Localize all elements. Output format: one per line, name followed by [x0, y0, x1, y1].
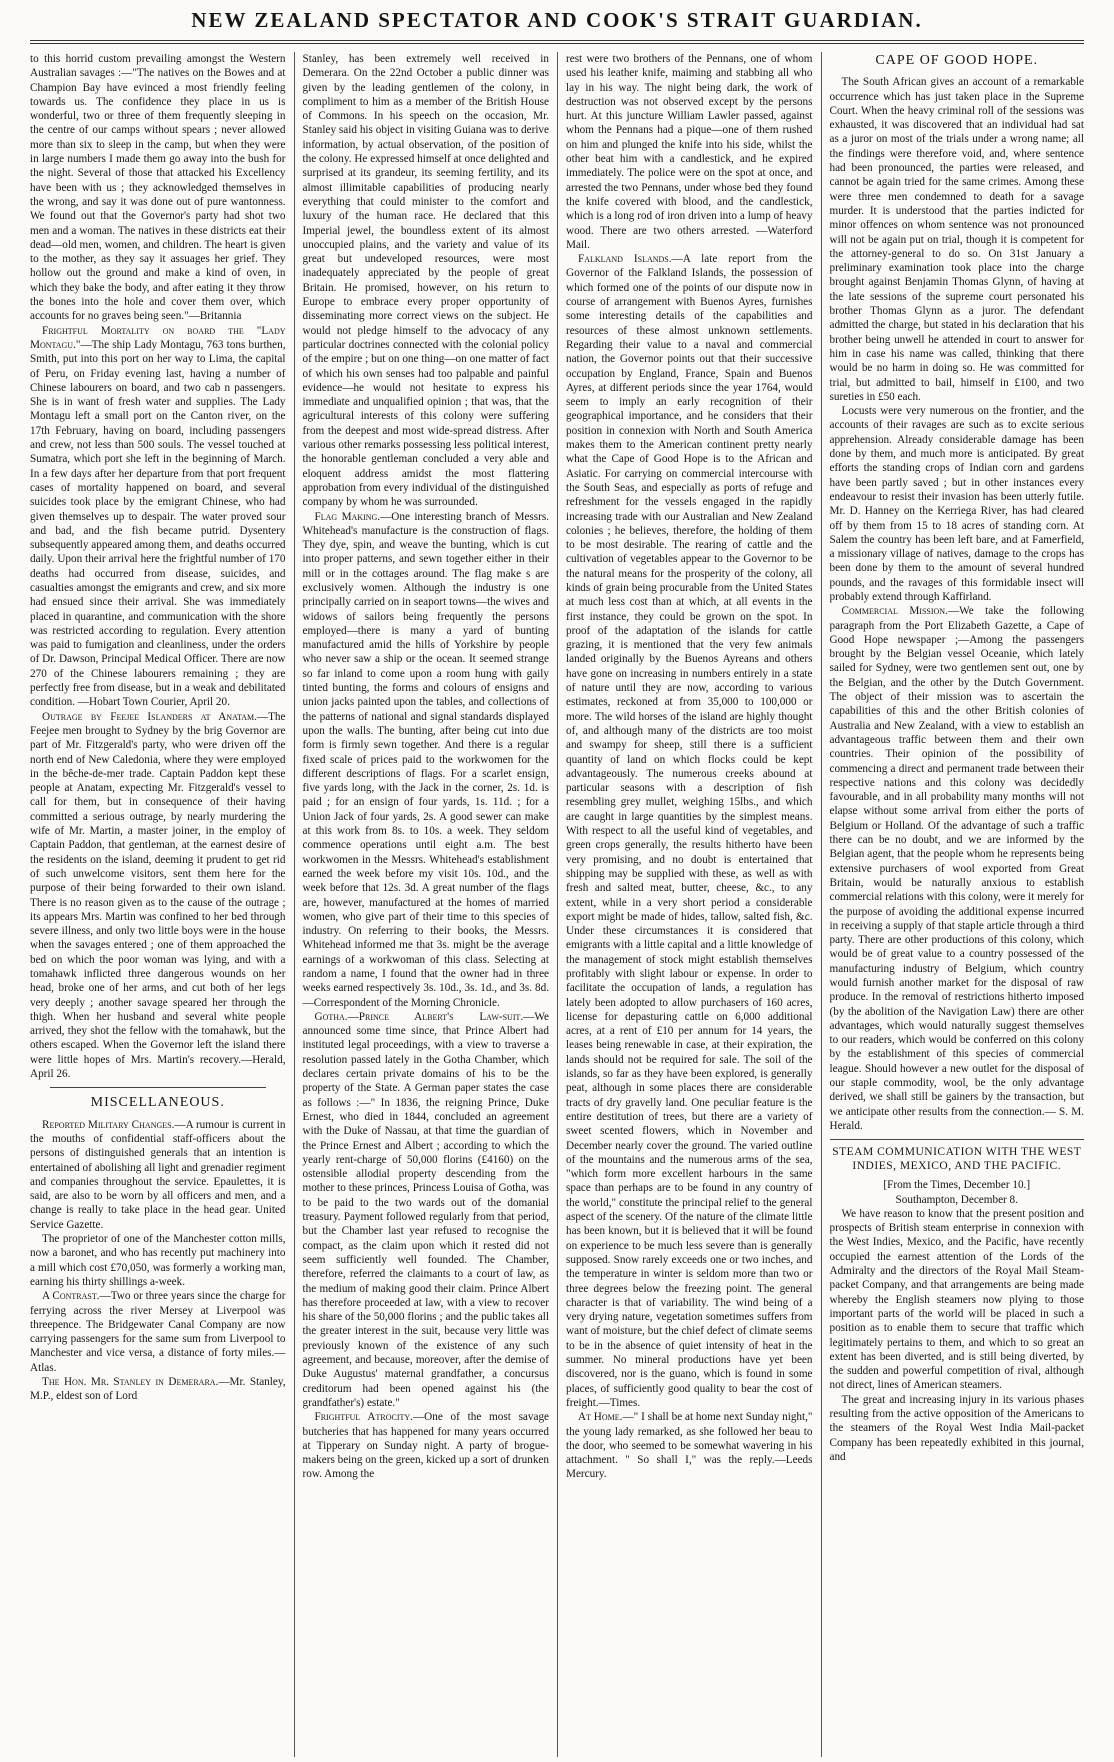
- article-western-australian-natives: to this horrid custom prevailing amongst the Western Australian savages :—"The natives on the Bowes and at Champion Bay have evinced a most friendly feeling towards us. The confidence they place in us is wonderful, two or three of them frequently sleeping in the centre of our camps without spears ; never allowed more than six to sleep in the camp, but when they were in large numbers I made them go away into the bush for the night. Several of those that attacked his Excellency have been with us ; they acknowledged themselves in the wrong, and say it was done out of pure wantonness. We found out that the Governor's party had shot two men and a woman. The natives in these districts eat their dead—old men, women, and children. The heart is given to the mother, as they say it assuages her grief. They hollow out the ground and make a kind of oven, in which they bake the body, and after eating it they throw the bones into the hole and cover them over, which accounts for no graves being seen."—Britannia: [30, 53, 286, 323]
- column-2: [294, 52, 558, 1757]
- article-at-home: At Home.—" I shall be at home next Sunday night," the young lady remarked, as she followed her beau to the door, who seemed to be somewhat wavering in his attachment. " So shall I," was the reply.—Leeds Mercury.: [566, 1411, 813, 1481]
- section-divider: [830, 1139, 1085, 1140]
- article-commercial-mission: Commercial Mission.—We take the following paragraph from the Port Elizabeth Gazette, a Cape of Good Hope newspaper ;—Among the passengers brought by the Belgian vessel Oceanie, which lately sailed for Sydney, were two gentlemen sent out, one by the Belgian, and the other by the Dutch Government. The object of their mission was to ascertain the capabilities of this and the other British colonies of Australia and New Zealand, with a view to establish an advantageous traffic between them and their own countries. Their opinion of the possibility of commencing a direct and permanent trade between their respective nations and this colony was decidedly favourable, and in all probability many months will not elapse without some arrival from either the ports of Belgium or Holland. Of the advantage of such a traffic there can be no doubt, and we are informed by the Belgian agent, that the people whom he represents being extensive purchasers of wool exported from Great Britain, would be naturally anxious to establish commercial relations with this colony, were it merely for the purpose of avoiding the additional expense incurred in receiving a supply of that staple article through a third party. There are other productions of this colony, which would be of great value to a country possessed of the manufacturing industry of Belgium, which country would furnish another market for the disposal of raw produce. In the removal of restrictions hitherto imposed (by the abolition of the Navigation Law) there are other advantages, which would naturally suggest themselves to our readers, which would be conferred on this colony by the establishment of this species of commercial league. Should however a new outlet for the disposal of our staple commodity, wool, be the only advantage derived, we shall still be gainers by the transaction, but we anticipate other results from the connection.— S. M. Herald.: [829, 605, 1084, 1132]
- article-dateline: Southampton, December 8.: [895, 1193, 1018, 1206]
- article-heading: Frightful Mortality on board the "Lady Montagu.": [30, 324, 286, 351]
- masthead-rule: [30, 40, 1084, 44]
- article-heading: Falkland Islands.: [578, 253, 672, 266]
- article-heading: Commercial Mission.: [841, 605, 948, 618]
- article-heading: Flag Making.: [314, 510, 381, 523]
- article-frightful-atrocity: Frightful Atrocity.—One of the most savage butcheries that has happened for many years occurred at Tipperary on Sunday night. A party of brogue-makers being on the green, kicked up a sort of drunken row. Among the: [302, 1411, 550, 1481]
- column-4: [821, 52, 1085, 1757]
- article-heading: Outrage by Feejee Islanders at Anatam.: [42, 710, 257, 723]
- article-stanley-demerara: The Hon. Mr. Stanley in Demerara.—Mr. Stanley, M.P., eldest son of Lord: [30, 1376, 286, 1403]
- section-heading-cape-of-good-hope: CAPE OF GOOD HOPE.: [875, 53, 1039, 68]
- article-supreme-court-juror: The South African gives an account of a remarkable occurrence which has just taken place in the Supreme Court. When the heavy criminal roll of the sessions was exhausted, it was discovered that an individual had sat as a juror on most of the trials under a wrong name; all the findings were therefore void, and, where sentence had been pronounced, the parties were released, and cannot be again tried for the same crimes. Among these were three men condemned to death for a savage murder. It is understood that the parties indicted for minor offences on whom sentence was not pronounced will not be again put on trial, though it is competent for the attorney-general to do so. On 31st January a preliminary examination took place into the charge brought against Benjamin Thomas Glynn, of having at the late sessions of the supreme court personated his brother Thomas Glynn as a juror. The defendant admitted the charge, but stated in his declaration that his brother being unwell he attended in court to answer for him in case his name was called, thinking that there would be no harm in doing so. He was committed for trial, but admitted to bail, himself in £100, and two sureties in £50 each.: [829, 76, 1084, 403]
- article-prince-albert-lawsuit: Gotha.—Prince Albert's Law-suit.—We announced some time since, that Prince Albert had instituted legal proceedings, with a view to traverse a resolution passed lately in the Gotha Chamber, which declares certain private domains of his to be the property of the State. A German paper states the case as follows :—" In 1836, the reigning Prince, Duke Ernest, who died in 1844, concluded an agreement with the Duke of Nassau, at that time the guardian of the Prince Ernest and Albert ; according to which the yearly rent-charge of 50,000 florins (£4160) on the ostensible allodial property descending from the mother to these princes, Princess Louisa of Gotha, was to be paid to the two wards out of the domanial treasury. Payment followed regularly from that period, but the Chamber last year refused to recognise the compact, as the claim upon which it rested did not seem sufficiently well founded. The Chamber, therefore, referred the claimants to a court of law, as the medium of making good their claim. Prince Albert has therefore proceeded at law, with a view to recover his share of the 50,000 florins ; and the public takes all the greater interest in the suit, because very little was previously known of the existence of any such agreement, and because, moreover, after the demise of Duke Augustus' maternal grandfather, a concursus creditorum had been opened against his (the grandfather's) estate.": [302, 1010, 549, 1409]
- article-frightful-atrocity-cont: rest were two brothers of the Pennans, one of whom used his leather knife, maiming and stabbing all who lay in his way. The night being dark, the work of destruction was not observed except by the persons hurt. At this juncture William Lawler passed, against whom the Pennans had a pique—one of them rushed on him and plunged the knife into his side, whilst the other beat him with a candlestick, and he expired immediately. The police were on the spot at once, and arrested the two Pennans, under whose bed they found the knife covered with blood, and the candlestick, which is a long rod of iron driven into a lump of heavy wood. There are two others arrested. —Waterford Mail.: [566, 53, 813, 251]
- article-heading: The Hon. Mr. Stanley in Demerara.: [42, 1376, 219, 1389]
- article-manchester-mill: The proprietor of one of the Manchester cotton mills, now a baronet, and who has recently put machinery into a mill which cost £70,050, was formerly a working man, earning his thirty shillings a-week.: [30, 1233, 286, 1288]
- article-flag-making: Flag Making.—One interesting branch of Messrs. Whitehead's manufacture is the construction of flags. They dye, spin, and weave the bunting, which is cut into proper patterns, and sewn together either in their mill or in the cottages around. The flag make s are exclusively women. Although the industry is one principally carried on in seaport towns—the wives and widows of sailors being frequently the persons employed—there is many a yard of bunting manufactured amid the hills of Yorkshire by people who never saw a ship or the ocean. It seemed strange so far inland to come upon a room hung with gaily tinted bunting, the forms and colours of ensigns and union jacks painted upon the tables, and collections of the patterns of national and signal standards displayed upon the walls. The bunting, after being cut into due form is firmly sewn together. And there is a regular fixed scale of prices paid to the workwomen for the different descriptions of flags. For a scarlet ensign, five yards long, with the Jack in the corner, 2s. 1d. is paid ; for an ensign of four yards, 1s. 11d. ; for a Union Jack of four yards, 2s. A good sewer can make at this work from 8s. to 10s. a week. They seldom commence operations until eight a.m. The best workwomen in the Messrs. Whitehead's establishment earned the week before my visit 10s. 10d., and the week before that 12s. 3d. A great number of the flags are, however, manufactured at the homes of married women, who give part of their time to this species of industry. On referring to their books, the Messrs. Whitehead informed me that 3s. might be the average earnings of a workwoman of this class. Selecting at random a name, I found that the owner had in three weeks earned respectively 3s. 10d., 3s. 1d., and 3s. 8d.—Correspondent of the Morning Chronicle.: [302, 510, 549, 1009]
- article-source-line: [From the Times, December 10.]: [883, 1179, 1031, 1192]
- article-lady-montagu: Frightful Mortality on board the "Lady Montagu."—The ship Lady Montagu, 763 tons burthen, Smith, put into this port on her way to Lima, the capital of Peru, on Friday evening last, having a number of Chinese labourers on board, and two cab n passengers. She is in want of fresh water and supplies. The Lady Montagu left a small port on the Canton river, on the 17th February, having on board, including passengers and crew, not less than 500 souls. The vessel touched at Sumatra, which port she left in the beginning of March. In a few days after her departure from that port frequent cases of mortality happened on board, and several suicides took place by the emigrant Chinese, who had given themselves up to despair. The water proved sour and bad, and the fish became putrid. Dysentery subsequently appeared among them, and deaths occurred daily. Upon their arrival here the frightful number of 170 deaths had occurred from disease, suicides, and casualties amongst the emigrants and crew, and six more had ensued since their arrival. She was immediately placed in quarantine, and communication with the shore was restricted according to regulation. Every attention was paid to fumigation and cleanliness, under the orders of Dr. Dawson, Principal Medical Officer. There are now 270 of the Chinese labourers remaining ; they are perfectly free from disease, but in a weak and debilitated condition. —Hobart Town Courier, April 20.: [30, 324, 286, 709]
- article-a-contrast: A Contrast.—Two or three years since the charge for ferrying across the river Mersey at Liverpool was threepence. The Bridgewater Canal Company are now carrying passengers for the same sum from Liverpool to Manchester and vice versa, a distance of forty miles.—Atlas.: [30, 1290, 286, 1374]
- section-heading-miscellaneous: MISCELLANEOUS.: [90, 1095, 225, 1111]
- article-heading: Frightful Atrocity.: [314, 1411, 413, 1424]
- article-locusts: Locusts were very numerous on the frontier, and the accounts of their ravages are such as to excite serious apprehension. Already considerable damage has been done by them, and much more is anticipated. By great efforts the standing crops of Indian corn and gardens have been partly saved ; but in other instances every endeavour to resist their invasion has been utterly futile. Mr. D. Hanney on the Kerriega River, has had cleared off by them from 15 to 18 acres of standing corn. At Salem the country has been left bare, and at Famerfield, a missionary village of natives, damage to the crops has been done by them to the amount of several hundred pounds, and the ravages of this formidable insect will probably extend through Kaffirland.: [829, 405, 1084, 603]
- column-1: [30, 52, 294, 1757]
- page-columns: [30, 52, 1084, 1757]
- section-heading-steam-communication: STEAM COMMUNICATION WITH THE WEST INDIES, MEXICO, AND THE PACIFIC.: [832, 1146, 1082, 1172]
- article-heading: Reported Military Changes.: [42, 1118, 175, 1131]
- section-divider: [50, 1087, 266, 1088]
- article-heading: At Home.: [578, 1411, 623, 1424]
- article-military-changes: Reported Military Changes.—A rumour is current in the mouths of confidential staff-officers about the persons of distinguished generals that an intention is entertained of abolishing all light and grenadier regiment and companies throughout the service. Epaulettes, it is said, are also to be worn by all officers and men, and a change is really to take place in the head gear. United Service Gazette.: [30, 1118, 286, 1231]
- article-stanley-demerara-cont: Stanley, has been extremely well received in Demerara. On the 22nd October a public dinner was given by the leading gentlemen of the colony, in compliment to him as a member of the British House of Commons. In his speech on the occasion, Mr. Stanley said his object in visiting Guiana was to derive information, by actual observation, of the position of the colony. He expressed himself at once delighted and surprised at its grandeur, its seeming fertility, and its almost illimitable capabilities of producing nearly everything that could minister to the comfort and luxury of the human race. He declared that this Imperial jewel, the boundless extent of its almost unoccupied plains, and the variety and value of its great but undeveloped resources, were most inadequately appreciated by the people of great Britain. He promised, however, on his return to Europe to embrace every proper opportunity of disseminating more correct views on the subject. He would not pledge himself to the advocacy of any particular doctrines connected with the colonial policy of the empire ; but on one thing—on one matter of fact of which his own senses had too palpable and painful evidence—he would not hesitate to express his immediate and unqualified opinion ; that was, that the agricultural interests of this colony were suffering from the deepest and most wide-spread distress. After various other remarks possessing less political interest, the honorable gentleman concluded a very able and eloquent address amidst the most flattering approbation from every individual of the distinguished company by whom he was surrounded.: [302, 53, 549, 509]
- newspaper-title: NEW ZEALAND SPECTATOR AND COOK'S STRAIT GUARDIAN.: [191, 8, 923, 32]
- article-heading: A Contrast.: [42, 1290, 100, 1303]
- article-steam-communication-2: The great and increasing injury in its various phases resulting from the active opposition of the Americans to the steamers of the Royal West India Mail-packet Company has been repeatedly exhibited in this journal, and: [829, 1393, 1084, 1463]
- article-steam-communication: We have reason to know that the present position and prospects of British steam enterprise in connexion with the West Indies, Mexico, and the Pacific, have recently occupied the earnest attention of the Lords of the Admiralty and the directors of the Royal Mail Steam-packet Company, and that arrangements are being made whereby the English steamers now plying to those important parts of the world will be placed in such a position as to enable them to secure that traffic which legitimately pertains to them, and which to so great an extent has been diverted, and is still being diverted, by the sudden and powerful competition of rival, although not direct, lines of American steamers.: [829, 1207, 1084, 1392]
- article-feejee-outrage: Outrage by Feejee Islanders at Anatam.—The Feejee men brought to Sydney by the brig Governor are part of Mr. Fitzgerald's party, who were driven off the north end of New Caledonia, where they were employed in the bêche-de-mer trade. Captain Paddon kept these people at Anatam, expecting Mr. Fitzgerald's vessel to call for them, but in consequence of their having committed a serious outrage, by nearly murdering the wife of Mr. Martin, a master joiner, in the employ of Captain Paddon, that gentleman, at the earnest desire of the residents on the island, deeming it prudent to get rid of such unwelcome visitors, sent them here for the purpose of their being forwarded to their own island. There is no reason given as to the cause of the outrage ; its appears Mrs. Martin was confined to her bed through severe illness, and only two little boys were in the house when the savages entered ; one of them approached the bed on which the poor woman was lying, and with a tomahawk inflicted three dangerous wounds on her head, broke one of her arms, and cut both of her legs very deeply ; another savage speared her through the thigh. When her husband and several white people arrived, they shot the fellow with the tomahawk, but the others escaped. When the Governor left the island there were little hopes of Mrs. Martin's recovery.—Herald, April 26.: [30, 710, 286, 1081]
- article-falkland-islands: Falkland Islands.—A late report from the Governor of the Falkland Islands, the possession of which formed one of the points of our dispute now in course of arrangement with Buenos Ayres, furnishes some interesting details of the capabilities and resources of these almost unknown settlements. Regarding their value to a naval and commercial nation, the Governor points out that their successive occupation by England, France, Spain and Buenos Ayres, at different periods since the year 1764, would seem to imply an early recognition of their geographical importance, and he considers that their position in connexion with North and South America makes them to the American continent pretty nearly what the Cape of Good Hope is to the African and Asiatic. For carrying on commercial intercourse with the South Seas, and especially as ports of refuge and refreshment for the vessels engaged in the rapidly increasing trade with our Australian and New Zealand colonies ; he believes, therefore, the holding of them to be most desirable. The rearing of cattle and the cultivation of vegetables appear to the Governor to be the natural means for the prosperity of the colony, all kinds of grain being procurable from the United States at much less cost than at which, at all events in the first instance, they could be grown on the spot. In proof of the adaptation of the islands for cattle grazing, it is mentioned that the very few animals landed originally by the Buenos Ayreans and others have gone on increasing in numbers entirely in a state of nature until they are now, according to various estimates, reckoned at from 35,000 to 100,000 or more. The wild horses of the island are highly thought of, and although many of the districts are too moist and swampy for sheep, still there is a sufficient quantity of land on which flocks could be kept advantageously. The numerous creeks abound at particular seasons with a description of fish resembling grey mullet, weighing 15lbs., and which are caught in large quantities by the simplest means. With respect to all the useful kind of vegetables, and green crops generally, the results hitherto have been very promising, and no doubt is entertained that shipping may be supplied with these, as well as with fresh and salted meat, butter, cheese, &c., to any extent, while in a very short period a considerable export might be made of hides, tallow, salted fish, &c. Under these circumstances it is considered that emigrants with a little capital and a little knowledge of the management of stock might establish themselves profitably with slight labour or expense. In order to facilitate the occupation of lands, a regulation has lately been adopted to allow purchasers of 160 acres, license for depasturing cattle on 6,000 additional acres, at a rent of £10 per annum for 14 years, the leases being renewable in case, at their expiration, the lands should not be required for sale. The soil of the islands, so far as they have been explored, is generally peat, although in some places there are considerable tracts of dry gravelly land. One peculiar feature is the entire destitution of trees, but there are a variety of sweet scented flowers, which in November and December nearly cover the ground. The varied outline of the mountains and the numerous arms of the sea, "which form more excellent harbours in the same space than perhaps are to be found in any country of the world," constitute the principal relief to the general aspect of the scenery. Of the nature of the climate little has been known, but it is believed that it will be found on experience to be much less severe than is generally supposed. Snow rarely exceeds one or two inches, and the temperature in winter is seldom more than two or three degrees below the freezing point. The general character is that of variability. The wind being of a very drying nature, vegetation sometimes suffers from want of moisture, but the chief defect of climate seems to be in the absence of quiet intensity of heat in the summer. No mineral productions have yet been discovered, nor is the guano, which is found in some places, of sufficiently good quality to bear the cost of freight.—Times.: [566, 253, 813, 1409]
- article-heading: Gotha.—Prince Albert's Law-suit.: [314, 1010, 524, 1023]
- column-3: [557, 52, 821, 1757]
